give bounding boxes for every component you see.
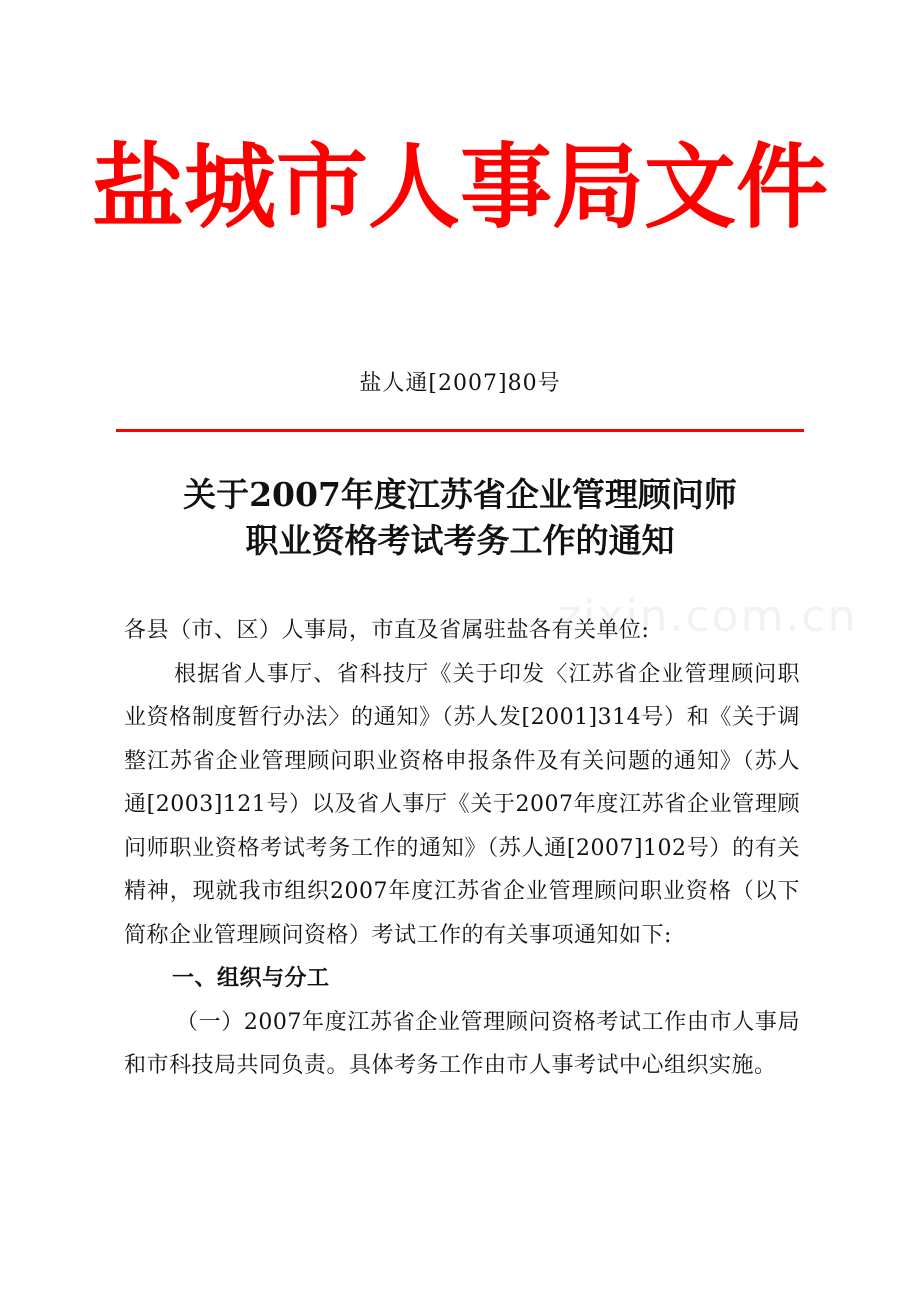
document-number: 盐人通[2007]80号 — [359, 371, 561, 396]
agency-masthead: 盐城市人事局文件 — [91, 134, 828, 241]
section-heading: 一、组织与分工 — [172, 966, 330, 991]
watermark-text: zixin.com.cn — [558, 591, 858, 642]
salutation: 各县（市、区）人事局，市直及省属驻盐各有关单位: — [124, 618, 650, 643]
notice-title — [0, 472, 920, 564]
body-paragraph: 根据省人事厅、省科技厅《关于印发〈江苏省企业管理顾问职业资格制度暂行办法〉的通知》（苏人发[2001]314号）和《关于调整江苏省企业管理顾问职业资格申报条件及有关问题的通知》（苏人通[2003]121号）以及省人事厅《关于2007年度江苏省企业管理顾问师职业资格考试考务工作的通知》（苏人通[2007]102号）的有关精神，现就我市组织2007年度江苏省企业管理顾问职业资格（以下简称企业管理顾问资格）考试工作的有关事项通知如下: — [124, 661, 800, 948]
section-item: （一）2007年度江苏省企业管理顾问资格考试工作由市人事局和市科技局共同负责。具体考务工作由市人事考试中心组织实施。 — [124, 1009, 800, 1078]
red-separator-rule — [116, 429, 804, 432]
notice-body — [124, 609, 800, 1088]
notice-title-line-1: 关于2007年度江苏省企业管理顾问师 — [183, 475, 737, 514]
notice-title-line-2: 职业资格考试考务工作的通知 — [245, 521, 675, 560]
